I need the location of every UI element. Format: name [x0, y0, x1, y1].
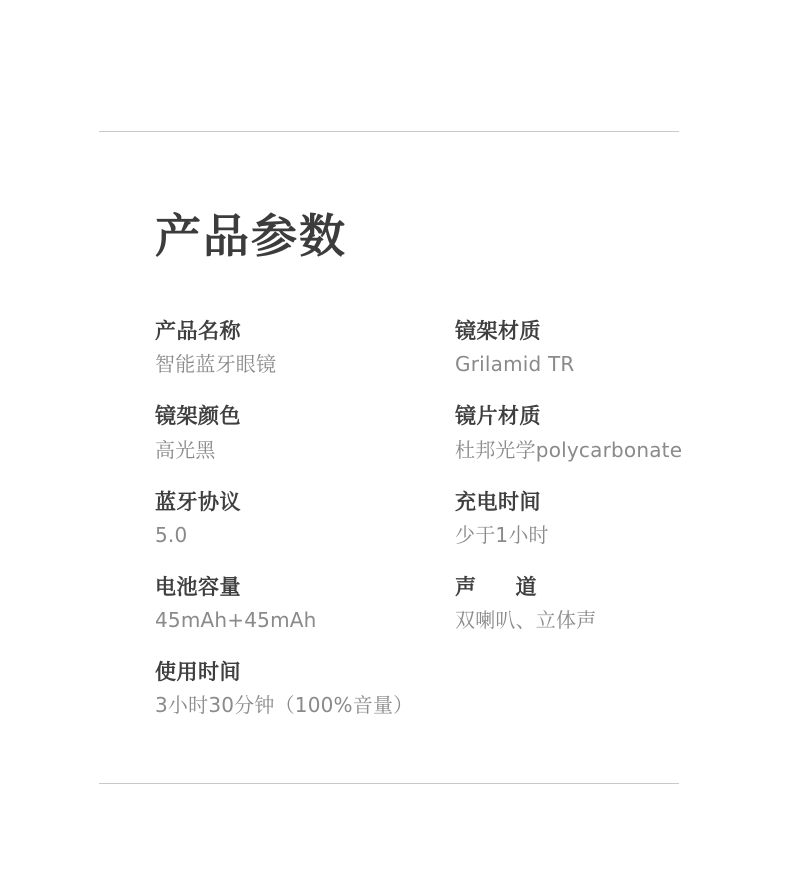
spec-item-product-name — [155, 318, 455, 377]
page-title: 产品参数 — [155, 208, 347, 263]
spec-label: 镜架颜色 — [155, 404, 241, 429]
divider-bottom — [99, 783, 679, 784]
spec-item-charging-time — [455, 489, 755, 548]
spec-value: 智能蓝牙眼镜 — [155, 352, 277, 377]
spec-value: 5.0 — [155, 522, 188, 547]
spec-item-bluetooth-protocol — [155, 489, 455, 548]
spec-label: 产品名称 — [155, 319, 241, 343]
spec-list — [155, 318, 755, 718]
spec-value: 杜邦光学polycarbonate — [455, 437, 683, 462]
spec-label: 声 道 — [455, 574, 538, 599]
spec-item-audio-channel — [455, 574, 755, 633]
spec-label: 充电时间 — [455, 489, 541, 514]
spec-value: Grilamid TR — [455, 352, 575, 377]
spec-label: 镜片材质 — [455, 404, 541, 429]
spec-item-usage-time — [155, 659, 455, 718]
spec-item-battery-capacity — [155, 574, 455, 633]
spec-item-placeholder — [455, 659, 755, 718]
spec-value: 双喇叭、立体声 — [455, 608, 597, 632]
spec-label: 镜架材质 — [455, 319, 541, 343]
spec-item-lens-material — [455, 403, 755, 462]
spec-label: 电池容量 — [155, 574, 241, 599]
spec-value: 高光黑 — [155, 437, 216, 462]
spec-label: 使用时间 — [155, 660, 241, 684]
spec-item-frame-color — [155, 403, 455, 462]
spec-value: 3小时30分钟（100%音量） — [155, 693, 414, 718]
spec-value: 少于1小时 — [455, 522, 549, 547]
spec-item-frame-material — [455, 318, 755, 377]
spec-value: 45mAh+45mAh — [155, 608, 317, 632]
divider-top — [99, 131, 679, 132]
spec-label: 蓝牙协议 — [155, 489, 241, 514]
